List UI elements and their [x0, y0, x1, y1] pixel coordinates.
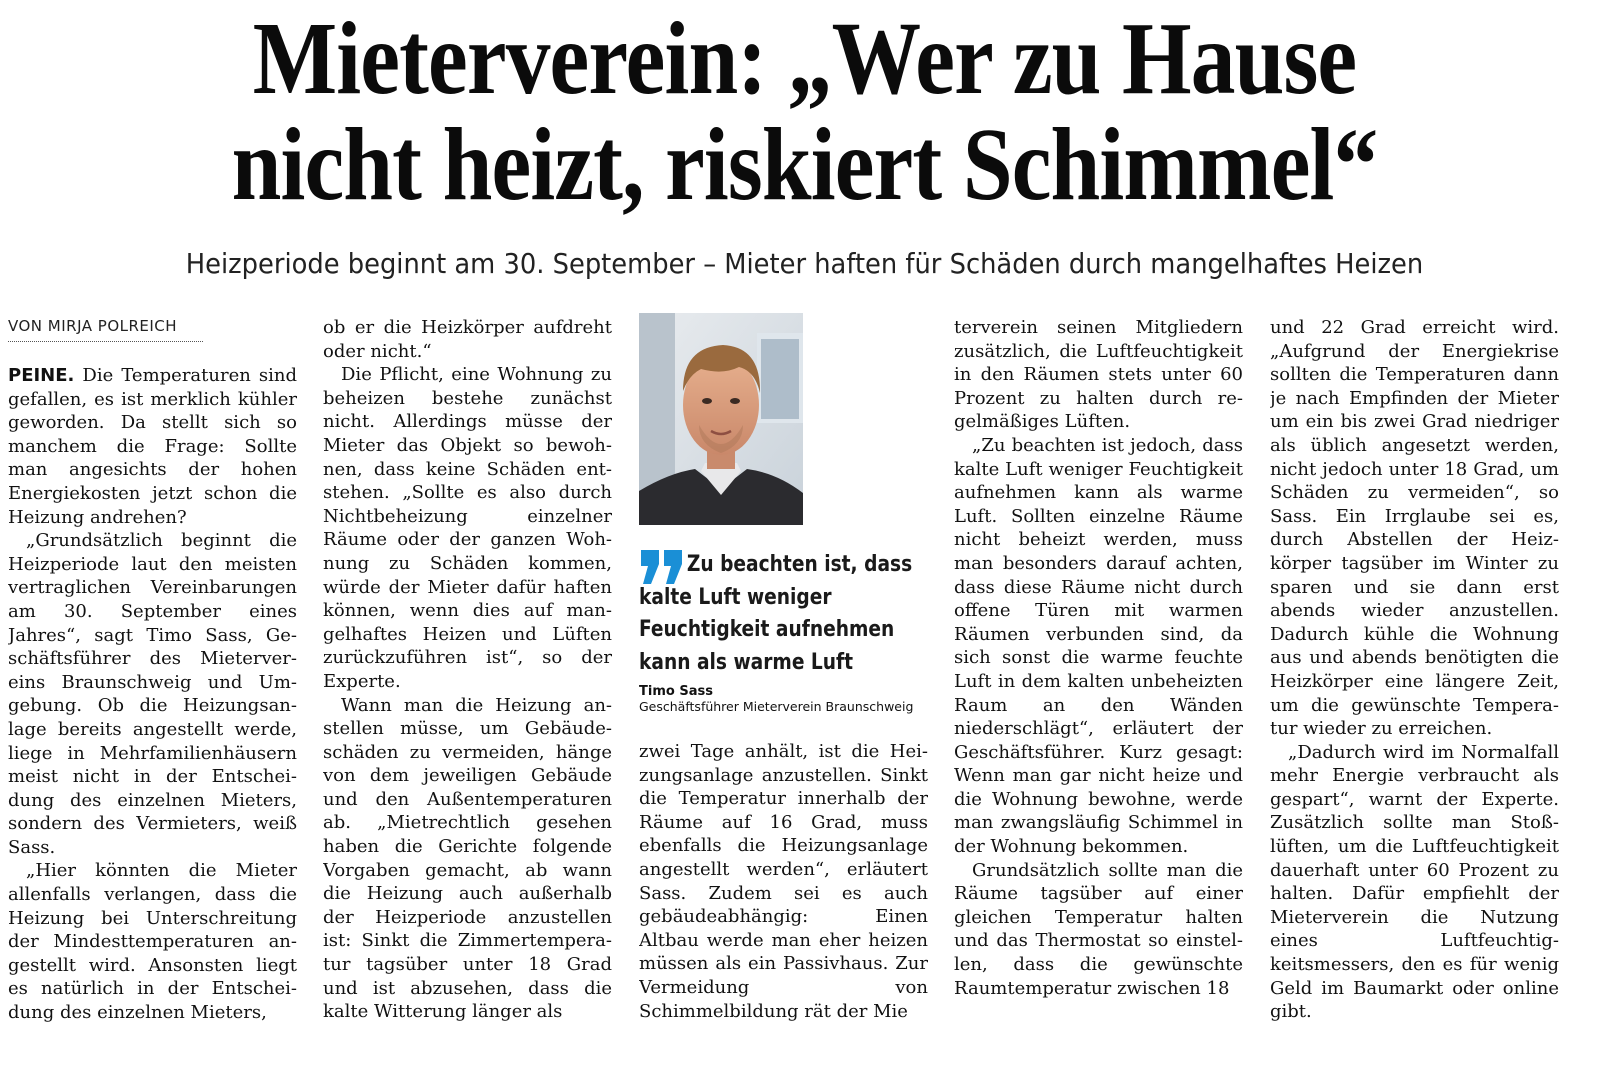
article-column-4	[954, 316, 1243, 1056]
pull-quote-author: Timo Sass	[639, 684, 713, 699]
pull-quote-role: Geschäftsführer Mieterverein Braunschweig	[639, 699, 914, 714]
paragraph: Die Pflicht, eine Wohnung zu beheizen bestehe zunächst nicht. Allerdings müsse der Mieter das Objekt so bewohnen, dass keine Schäden entstehen. „Sollte es also durch Nichtbeheizung einzelner Räume oder der ganzen Wohnung zu Schäden kommen, würde der Mieter dafür haften können, wenn dies auf mangelhaftes Heizen und Lüften zurückzuführen ist“, so der Experte.	[323, 364, 612, 692]
paragraph	[8, 364, 297, 529]
article-column-1	[8, 364, 297, 1056]
article-column-2	[323, 316, 612, 1056]
article-column-5	[1270, 316, 1559, 1056]
author-photo	[639, 313, 803, 525]
paragraph-text: Die Temperaturen sind gefallen, es ist merklich kühler geworden. Da stellt sich so manchem die Frage: Sollte man angesichts der hohen Energiekosten jetzt schon die Heizung andrehen?	[8, 365, 297, 528]
paragraph: „Zu beachten ist jedoch, dass kalte Luft weniger Feuchtigkeit aufnehmen kann als warme Luft. Sollten einzelne Räume nicht beheizt werden, muss man besonders darauf achten, dass diese Räume nicht durch offene Türen mit warmen Räumen verbunden sind, da sich sonst die warme feuchte Luft in dem kalten unbeheizten Raum an den Wänden niederschlägt“, erläutert der Geschäftsführer. Kurz gesagt: Wenn man gar nicht heize und die Wohnung bewohne, werde man zwangsläufig Schimmel in der Wohnung bekommen.	[954, 434, 1243, 858]
article-column-3	[639, 740, 928, 1056]
dateline: PEINE.	[8, 365, 75, 386]
paragraph: „Grundsätzlich beginnt die Heizperiode laut den meisten vertraglichen Vereinbarungen am 30. September eines Jahres“, sagt Timo Sass, Geschäftsführer des Mietervereins Braunschweig und Umgebung. Ob die Heizungsanlage bereits angestellt werde, liege in Mehrfamilienhäusern meist nicht in der Entscheidung des einzelnen Mieters, sondern des Vermieters, weiß Sass.	[8, 530, 297, 858]
headline	[113, 1, 1497, 222]
paragraph: „Dadurch wird im Normalfall mehr Energie verbraucht als gespart“, warnt der Experte. Zusätzlich sollte man Stoßlüften, um die Luftfeuchtigkeit dauerhaft unter 60 Prozent zu halten. Dafür empfiehlt der Mieterverein die Nutzung eines Luftfeuchtigkeitsmessers, den es für wenig Geld im Baumarkt oder online gibt.	[1270, 741, 1559, 1023]
paragraph: „Hier könnten die Mieter allenfalls verlangen, dass die Heizung bei Unterschreitung der Mindesttemperaturen angestellt wird. Ansonsten liegt es natürlich in der Entscheidung des einzelnen Mieters,	[8, 860, 297, 1024]
headline-line-2: nicht heizt, riskiert Schimmel“	[231, 107, 1378, 222]
headline-line-1: Mieterverein: „Wer zu Hause	[252, 1, 1357, 116]
subheadline: Heizperiode beginnt am 30. September – Mieter haften für Schäden durch mangelhaftes Heizen	[185, 247, 1424, 280]
paragraph: ob er die Heizkörper aufdreht oder nicht.“	[323, 317, 612, 362]
paragraph: Grundsätzlich sollte man die Räume tagsüber auf einer gleichen Temperatur halten und das Thermostat so einstellen, dass die gewünschte Raumtemperatur zwischen 18	[954, 859, 1243, 999]
pull-quote-text: Zu beachten ist, dass kalte Luft weniger Feuchtigkeit aufnehmen kann als warme Luft	[639, 551, 913, 675]
paragraph: und 22 Grad erreicht wird. „Aufgrund der Energiekrise sollten die Temperaturen dann je nach Empfinden der Mieter um ein bis zwei Grad niedriger als üblich angesetzt werden, nicht jedoch unter 18 Grad, um Schäden zu vermeiden“, so Sass. Ein Irrglaube sei es, durch Abstellen der Heizkörper tagsüber im Winter zu sparen und sie dann erst abends wieder anzustellen. Dadurch kühle die Wohnung aus und abends benötigten die Heizkörper eine längere Zeit, um die gewünschte Temperatur wieder zu erreichen.	[1270, 317, 1559, 740]
pull-quote	[639, 548, 929, 714]
paragraph: Wann man die Heizung anstellen müsse, um Gebäudeschäden zu vermeiden, hänge von dem jeweiligen Gebäude und den Außentemperaturen ab. „Mietrechtlich gesehen haben die Gerichte folgende Vorgaben gemacht, ab wann die Heizung auch außerhalb der Heizperiode anzustellen ist: Sinkt die Zimmertemperatur tagsüber unter 18 Grad und ist abzusehen, dass die kalte Witterung länger als	[323, 694, 612, 1023]
paragraph: zwei Tage anhält, ist die Heizungsanlage anzustellen. Sinkt die Temperatur innerhalb der Räume auf 16 Grad, muss ebenfalls die Heizungsanlage angestellt werden“, erläutert Sass. Zudem sei es auch gebäudeabhängig: Einen Altbau werde man eher heizen müssen als ein Passivhaus. Zur Vermeidung von Schimmelbildung rät der Mie	[639, 741, 928, 1022]
byline: VON MIRJA POLREICH	[8, 317, 203, 342]
paragraph: terverein seinen Mitgliedern zusätzlich, die Luftfeuchtigkeit in den Räumen stets unter 60 Prozent zu halten durch regelmäßiges Lüften.	[954, 317, 1243, 433]
